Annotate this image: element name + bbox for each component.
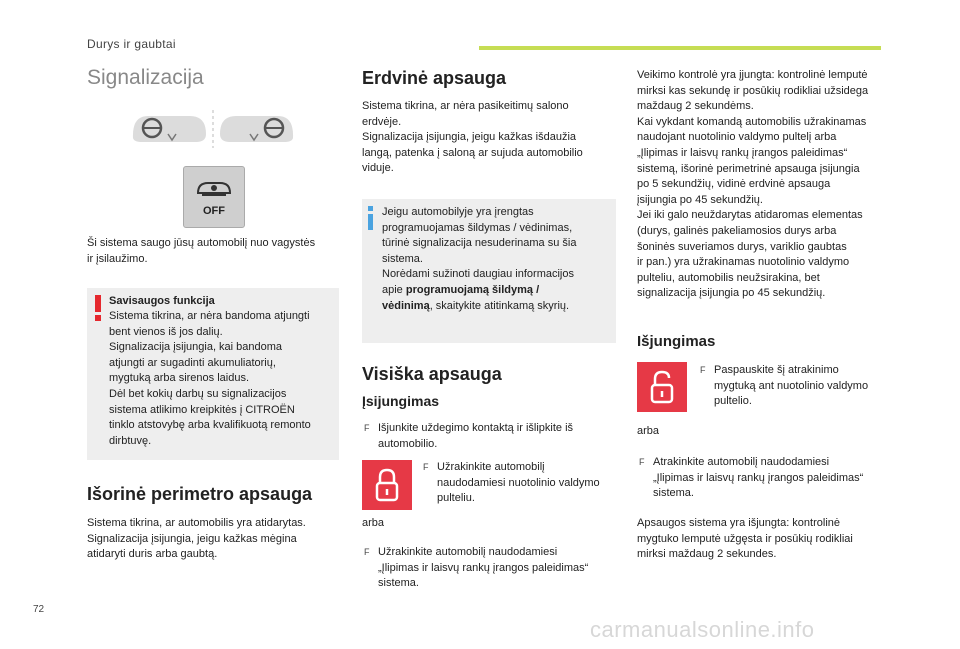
page-title: Signalizacija <box>87 66 204 89</box>
car-interior-illustration <box>128 110 298 150</box>
monitoring-text: Veikimo kontrolė yra įjungta: kontrolinė lemputė mirksi kas sekundę ir posūkių rodikliai užsidega maždaug 2 sekundėms. Kai vykdant komandą automobilis užrakinamas naudojant nuotolinio valdymo pultelį arba „Įlipimas ir laisvų rankų įrangos paleidimas“ sistemą, išorinė perimetrinė apsauga įsijungia po 5 sekundžių, vidinė erdvinė apsauga įsijungia po 45 sekundžių. Jei iki galo neuždarytas atidaromas elementas (durys, galinės pakeliamosios durys arba šoninės suveriamos durys, variklio gaubtas ir pan.) yra užrakinamas nuotolinio valdymo pulteliu, automobilis neužsirakina, bet signalizacija įsijungia po 45 sekundžių. <box>637 69 869 300</box>
bullet-marker: F <box>639 457 645 467</box>
activation-heading: Įsijungimas <box>362 393 440 409</box>
or-text: arba <box>362 517 385 529</box>
info-text <box>382 205 614 314</box>
info-text-bold: programuojamą šildymą / vėdinimą <box>382 283 540 312</box>
header-accent-bar <box>479 46 881 50</box>
lock-icon <box>375 468 399 502</box>
warning-title: Savisaugos funkcija <box>109 295 215 307</box>
activation-step-3: Užrakinkite automobilį naudodamiesi „Įlipimas ir laisvų rankų įrangos paleidimas“ sistema. <box>378 546 589 590</box>
info-icon-dot <box>368 206 373 211</box>
info-icon-bar <box>368 214 373 230</box>
deactivation-step-1: Paspauskite šį atrakinimo mygtuką ant nuotolinio valdymo pultelio. <box>714 364 869 408</box>
volume-heading: Erdvinė apsauga <box>362 68 507 88</box>
off-label: OFF <box>203 205 225 217</box>
deactivation-step-2: Atrakinkite automobilį naudodamiesi „Įlipimas ir laisvų rankų įrangos paleidimas“ sistema. <box>653 456 864 500</box>
full-protection-heading: Visiška apsauga <box>362 364 502 384</box>
bullet-marker: F <box>700 365 706 375</box>
warning-exclamation-icon <box>92 295 104 321</box>
deactivation-result-text: Apsaugos sistema yra išjungta: kontrolinė mygtuko lemputė užgęsta ir posūkių rodikliai mirksi maždaug 2 sekundes. <box>637 517 853 561</box>
info-text-part1: Jeigu automobilyje yra įrengtas programuojamas šildymas / vėdinimas, tūrinė signalizacija nesuderinama su šia sistema. Norėdami sužinoti daugiau informacijos apie <box>382 206 577 296</box>
intro-text: Ši sistema saugo jūsų automobilį nuo vagystės ir įsilaužimo. <box>87 237 316 265</box>
section-header: Durys ir gaubtai <box>87 37 176 51</box>
lock-button-tile <box>362 460 412 510</box>
perimeter-heading: Išorinė perimetro apsauga <box>87 484 313 504</box>
perimeter-text: Sistema tikrina, ar automobilis yra atidarytas. Signalizacija įsijungia, jeigu kažkas mėgina atidaryti duris arba gaubtą. <box>87 517 306 561</box>
info-text-part2: , skaitykite atitinkamą skyrių. <box>429 299 570 312</box>
bullet-marker: F <box>423 462 429 472</box>
bullet-marker: F <box>364 547 370 557</box>
bullet-marker: F <box>364 423 370 433</box>
warning-text: Sistema tikrina, ar nėra bandoma atjungti bent vienos iš jos dalių. Signalizacija įsijungia, kai bandoma atjungti ar sugadinti akumuliatorių, mygtuką arba sirenos laidus. Dėl bet kokių darbų su signalizacijos sistema atlikimo kreipkitės į CITROËN tinklo atstovybę arba kvalifikuotą remonto dirbtuvę. <box>109 310 311 447</box>
activation-step-1: Išjunkite uždegimo kontaktą ir išlipkite iš automobilio. <box>378 422 574 450</box>
watermark-text: carmanualsonline.info <box>590 617 815 642</box>
car-alarm-icon <box>194 177 234 199</box>
info-box <box>362 199 616 343</box>
unlock-button-tile <box>637 362 687 412</box>
warning-box <box>87 288 339 460</box>
unlock-icon <box>650 370 676 404</box>
alarm-off-button[interactable] <box>183 166 245 228</box>
volume-text: Sistema tikrina, ar nėra pasikeitimų salono erdvėje. Signalizacija įsijungia, jeigu kažkas išdaužia langą, patenka į saloną ar sujuda automobilio viduje. <box>362 100 583 175</box>
deactivation-heading: Išjungimas <box>637 333 716 350</box>
page-number: 72 <box>33 604 45 615</box>
or-text: arba <box>637 425 660 437</box>
activation-step-2: Užrakinkite automobilį naudodamiesi nuotolinio valdymo pulteliu. <box>437 461 600 505</box>
